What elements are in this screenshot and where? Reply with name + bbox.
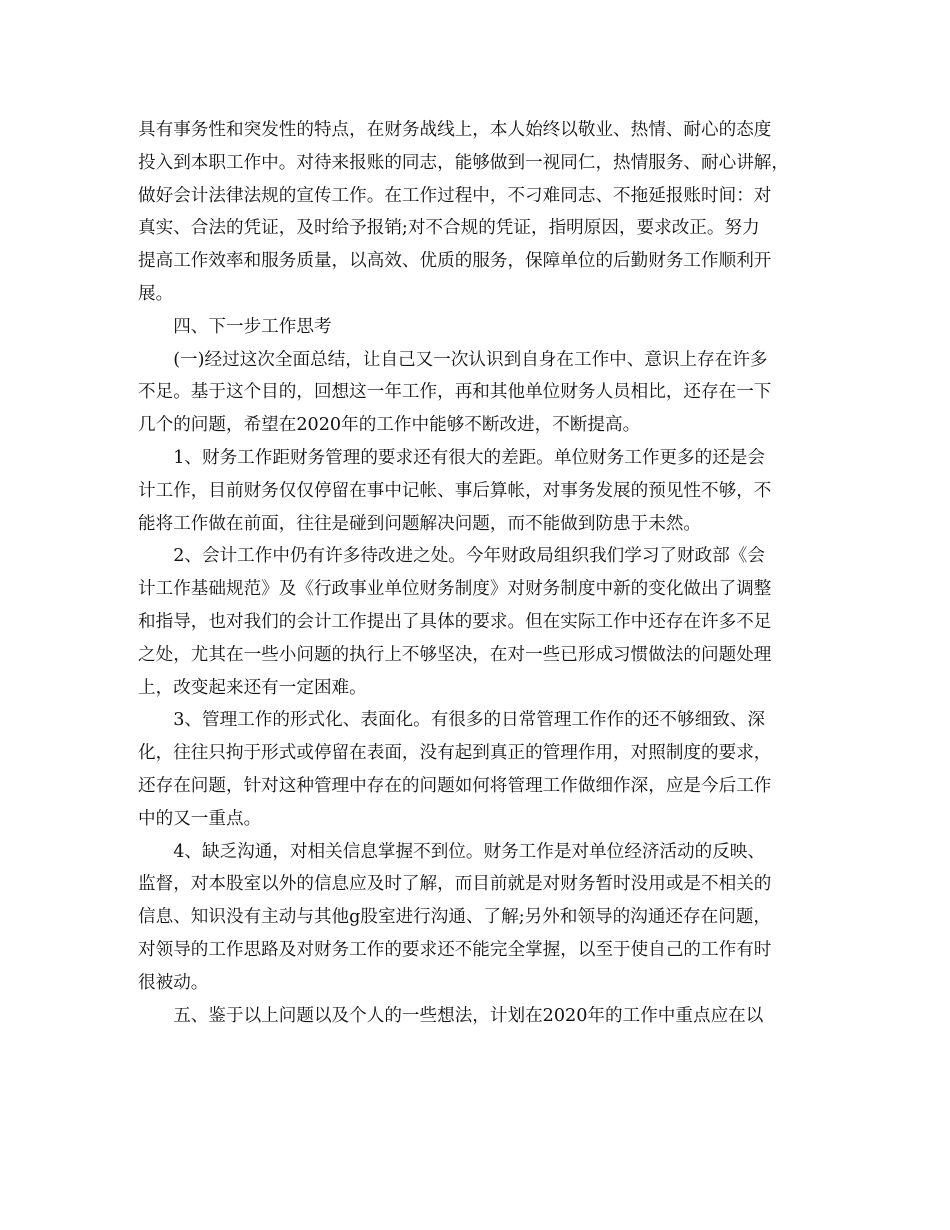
text-line: 不足。基于这个目的，回想这一年工作，再和其他单位财务人员相比，还存在一下 [138,382,772,403]
text-line: 计工作基础规范》及《行政事业单位财务制度》对财务制度中新的变化做出了调整 [138,579,772,600]
text-line: 4、缺乏沟通，对相关信息掌握不到位。财务工作是对单位经济活动的反映、 [138,841,765,862]
text-line: 对领导的工作思路及对财务工作的要求还不能完全掌握，以至于使自己的工作有时 [138,939,772,960]
section-heading: 四、下一步工作思考 [138,316,332,337]
text-line: 做好会计法律法规的宣传工作。在工作过程中，不刁难同志、不拖延报账时间：对 [138,185,772,206]
text-line: 1、财务工作距财务管理的要求还有很大的差距。单位财务工作更多的还是会 [138,447,765,468]
text-line: 2、会计工作中仍有许多待改进之处。今年财政局组织我们学习了财政部《会 [138,546,765,567]
text-line: 中的又一重点。 [138,808,262,829]
text-line: 很被动。 [138,972,209,993]
text-line: 真实、合法的凭证，及时给予报销;对不合规的凭证，指明原因，要求改正。努力 [138,218,760,239]
text-line: 信息、知识没有主动与其他g股室进行沟通、了解;另外和领导的沟通还存在问题， [138,907,771,928]
text-line: (一)经过这次全面总结，让自己又一次认识到自身在工作中、意识上存在许多 [138,349,768,370]
text-line: 五、鉴于以上问题以及个人的一些想法，计划在2020年的工作中重点应在以 [138,1005,764,1026]
text-line: 上，改变起来还有一定困难。 [138,677,367,698]
text-line: 能将工作做在前面，往往是碰到问题解决问题，而不能做到防患于未然。 [138,513,702,534]
text-line: 监督，对本股室以外的信息应及时了解，而目前就是对财务暂时没用或是不相关的 [138,874,772,895]
text-line: 还存在问题，针对这种管理中存在的问题如何将管理工作做细作深，应是今后工作 [138,775,772,796]
document-body [138,114,818,1032]
text-line: 几个的问题，希望在2020年的工作中能够不断改进，不断提高。 [138,415,641,436]
text-line: 和指导，也对我们的会计工作提出了具体的要求。但在实际工作中还存在许多不足 [138,611,772,632]
text-line: 之处，尤其在一些小问题的执行上不够坚决，在对一些已形成习惯做法的问题处理 [138,644,772,665]
text-line: 具有事务性和突发性的特点，在财务战线上，本人始终以敬业、热情、耐心的态度 [138,120,772,140]
text-line: 提高工作效率和服务质量，以高效、优质的服务，保障单位的后勤财务工作顺利开 [138,251,772,272]
text-line: 3、管理工作的形式化、表面化。有很多的日常管理工作作的还不够细致、深 [138,710,765,731]
text-line: 展。 [138,283,174,304]
text-line: 计工作，目前财务仅仅停留在事中记帐、事后算帐，对事务发展的预见性不够，不 [138,480,772,501]
text-line: 化，往往只拘于形式或停留在表面，没有起到真正的管理作用，对照制度的要求， [138,743,772,764]
text-line: 投入到本职工作中。对待来报账的同志，能够做到一视同仁，热情服务、耐心讲解， [138,152,789,173]
